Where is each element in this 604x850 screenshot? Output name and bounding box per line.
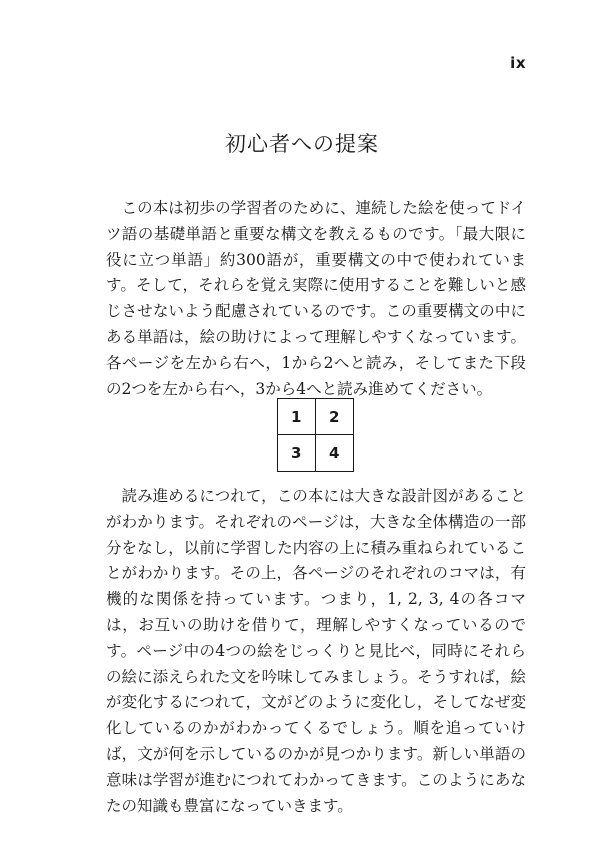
page-title: 初心者への提案: [225, 132, 379, 156]
panel-reading-order-diagram: [277, 398, 354, 472]
page-number: ix: [510, 54, 526, 72]
panel-4-label: 4: [329, 444, 340, 462]
reading-guide-paragraph: 読み進めるにつれて，この本には大きな設計図があることがわかります。それぞれのページは，大きな全体構造の一部分をなし，以前に学習した内容の上に積み重ねられていることがわかります。その上，各ページのそれぞれのコマは，有機的な関係を持っています。つまり，1, 2, 3, 4の各コマは，お互いの助けを借りて，理解しやすくなっているのです。ページ中の4つの絵をじっくりと見比べ，同時にそれらの絵に添えられた文を吟味してみましょう。そうすれば，絵が変化するにつれて，文がどのように変化し，そしてなぜ変化しているのかがわかってくるでしょう。順を追っていけば，文が何を示しているのかが見つかります。新しい単語の意味は学習が進むにつれてわかってきます。このようにあなたの知識も豊富になっていきます。: [106, 487, 526, 815]
panel-2-label: 2: [316, 399, 354, 435]
panel-3-label: 3: [278, 435, 316, 471]
intro-paragraph: この本は初歩の学習者のために、連続した絵を使ってドイツ語の基礎単語と重要な構文を教えるものです。「最大限に役に立つ単語」約300語が，重要構文の中で使われています。そして，それらを覚え実際に使用することを難しいと感じさせないよう配慮されているのです。この重要構文の中にある単語は，絵の助けによって理解しやすくなっています。各ページを左から右へ，1から2へと読み，そしてまた下段の2つを左から右へ，3から4へと読み進めてください。: [106, 199, 526, 398]
panel-1-label: 1: [278, 399, 316, 435]
